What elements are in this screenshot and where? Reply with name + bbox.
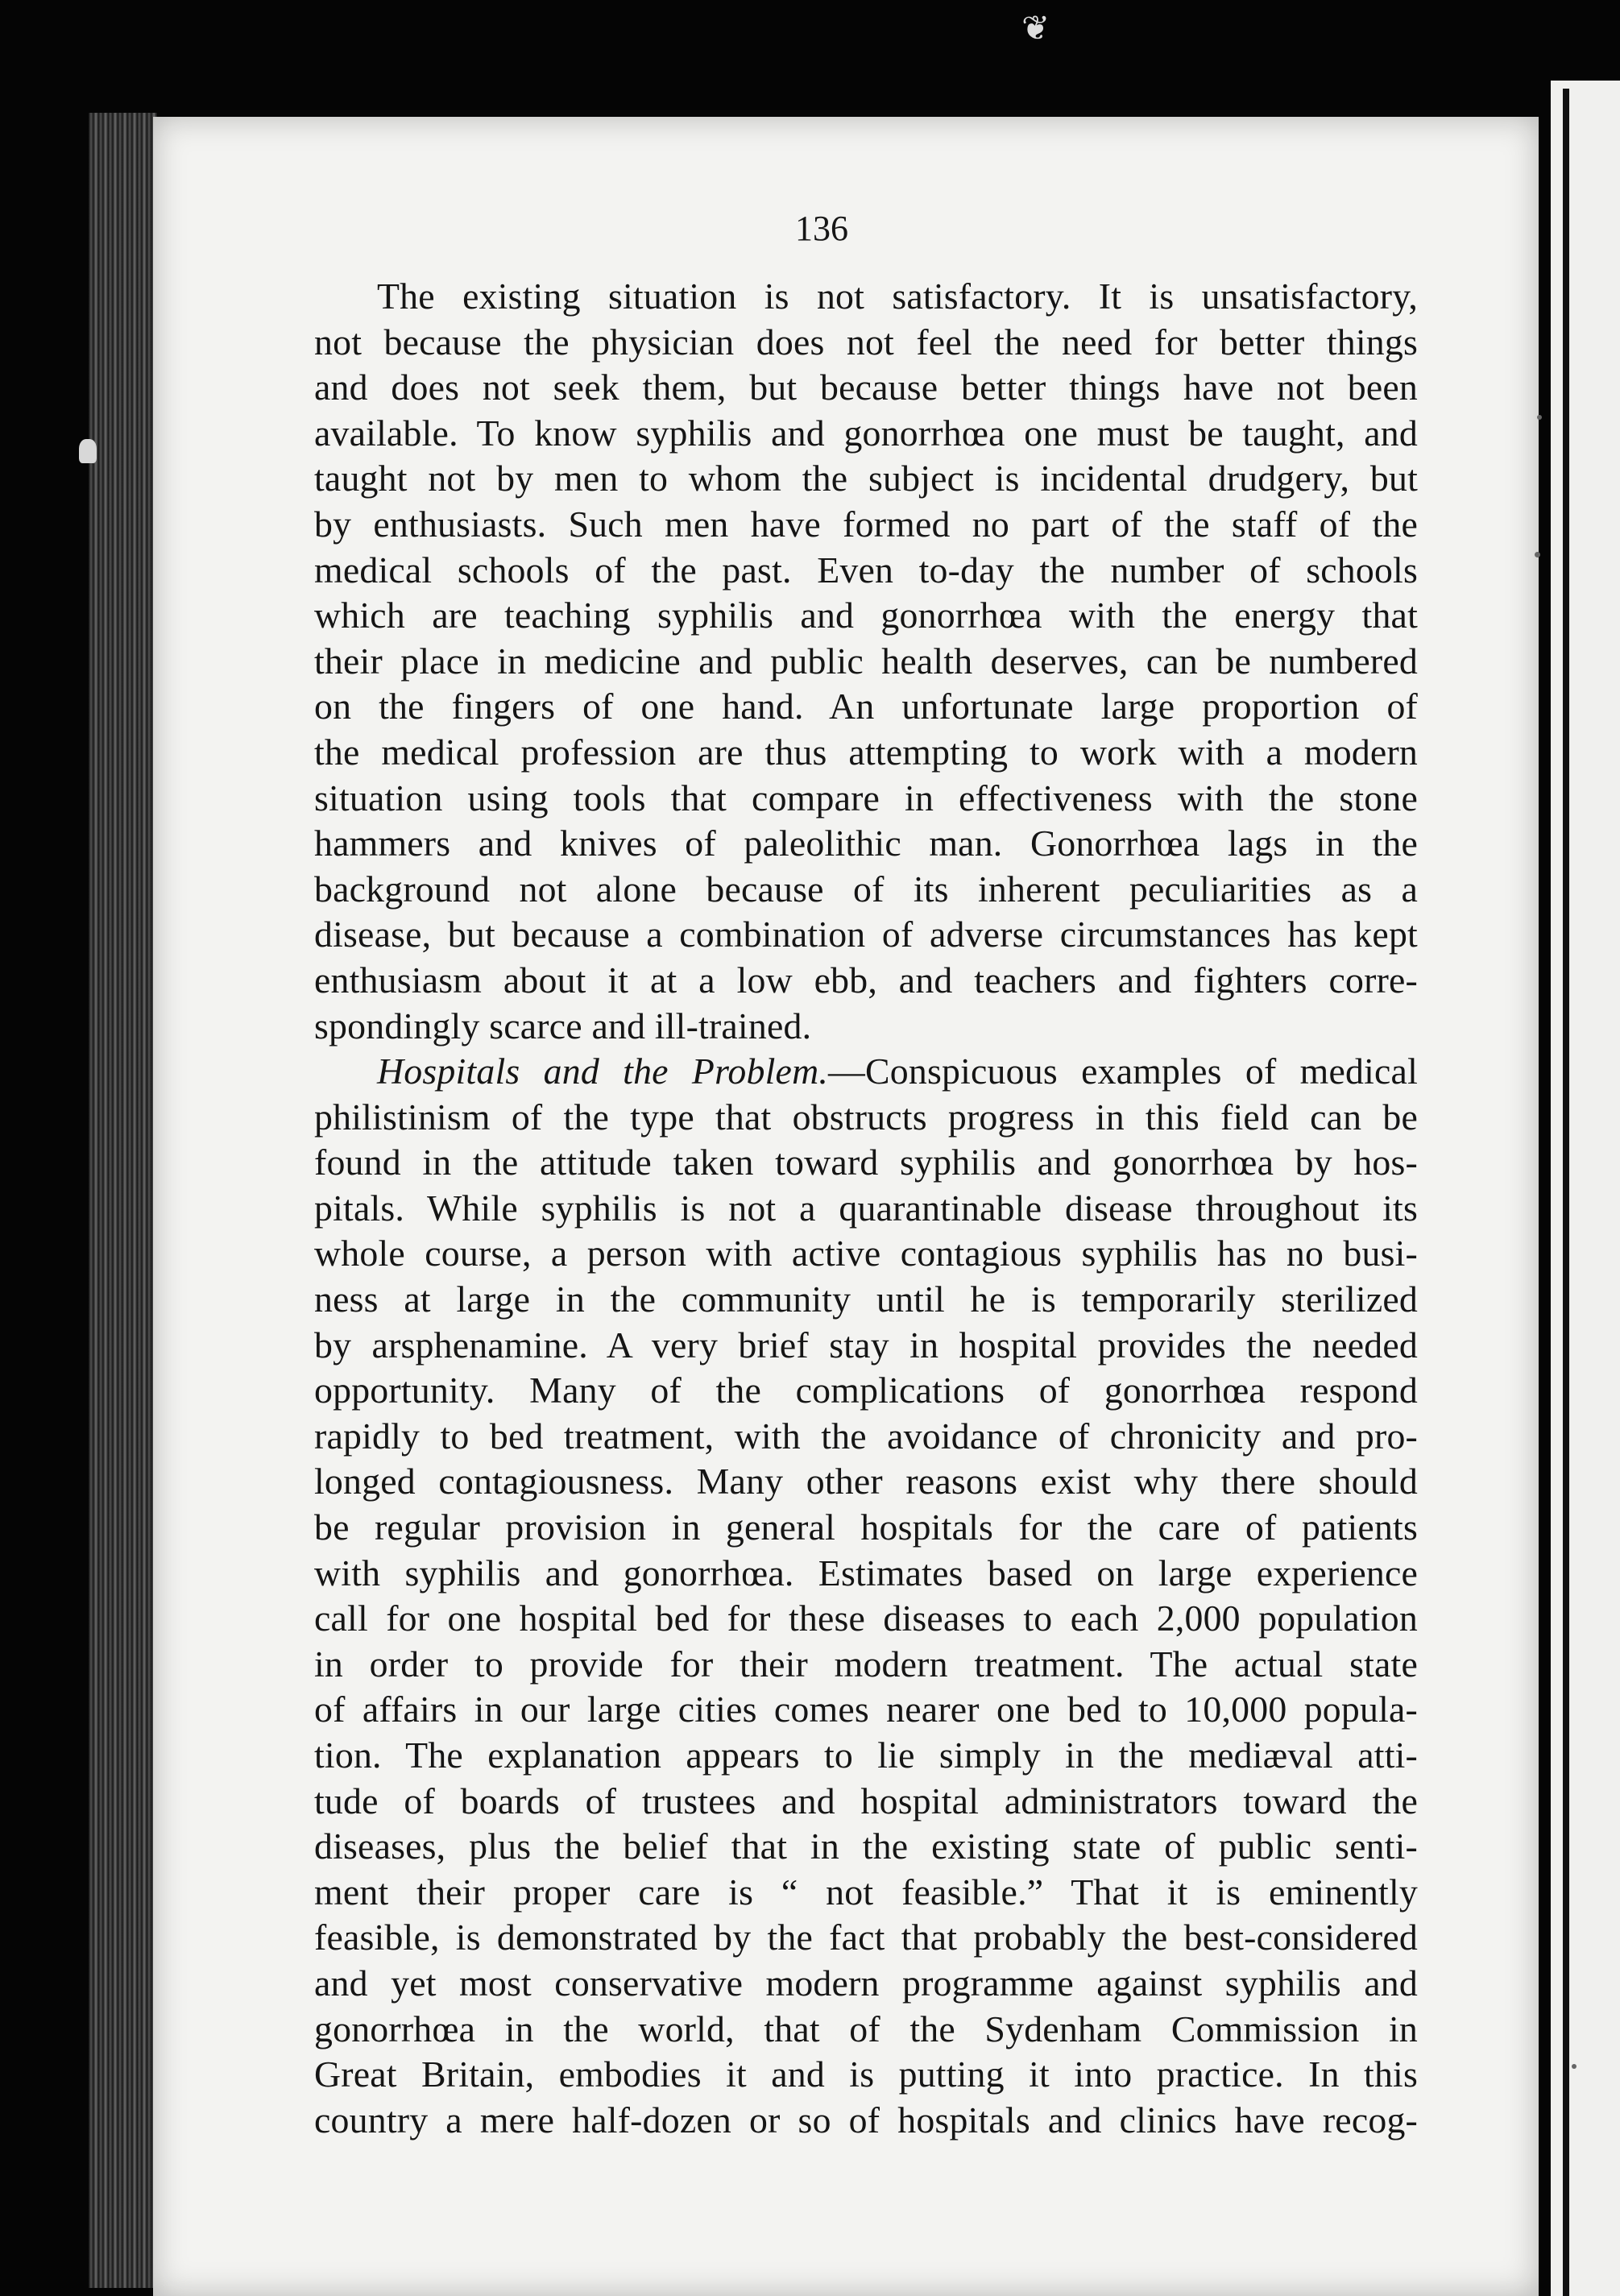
book-spine <box>89 113 157 2288</box>
text-line: country a mere half-dozen or so of hospitals and clinics have recog- <box>314 2099 1418 2141</box>
text-line: tude of boards of trustees and hospital administrators toward the <box>314 1780 1418 1821</box>
section-heading: Hospitals and the Problem. <box>377 1051 829 1092</box>
text-line: background not alone because of its inherent peculiarities as a <box>314 868 1418 910</box>
text-line: Great Britain, embodies it and is putting it into practice. In this <box>314 2054 1418 2095</box>
text-line: available. To know syphilis and gonorrhœa one must be taught, and <box>314 412 1418 454</box>
text-line: whole course, a person with active contagious syphilis has no busi- <box>314 1233 1418 1274</box>
dust-spot <box>1537 415 1542 420</box>
text-line: of affairs in our large cities comes nearer one bed to 10,000 popula- <box>314 1689 1418 1730</box>
text-line: on the fingers of one hand. An unfortunate large proportion of <box>314 686 1418 727</box>
text-line: medical schools of the past. Even to-day the number of schools <box>314 549 1418 591</box>
text-line: philistinism of the type that obstructs progress in this field can be <box>314 1096 1418 1138</box>
text-line: situation using tools that compare in effectiveness with the stone <box>314 777 1418 819</box>
text-line: their place in medicine and public health deserves, can be numbered <box>314 640 1418 682</box>
text-line: the medical profession are thus attempting to work with a modern <box>314 731 1418 773</box>
text-line: opportunity. Many of the complications of gonorrhœa respond <box>314 1370 1418 1411</box>
text-line: pitals. While syphilis is not a quarantinable disease throughout its <box>314 1187 1418 1229</box>
text-line: not because the physician does not feel the need for better things <box>314 321 1418 363</box>
text-line: spondingly scarce and ill-trained. <box>314 1005 812 1046</box>
dust-spot <box>1535 552 1540 557</box>
text-line: ness at large in the community until he is temporarily sterilized <box>314 1279 1418 1320</box>
text-line: tion. The explanation appears to lie simply in the mediæval atti- <box>314 1734 1418 1776</box>
text-line: with syphilis and gonorrhœa. Estimates based on large experience <box>314 1552 1418 1594</box>
text-line: longed contagiousness. Many other reasons exist why there should <box>314 1461 1418 1502</box>
text-line-part: —Conspicuous examples of medical <box>828 1051 1418 1092</box>
text-line: taught not by men to whom the subject is incidental drudgery, but <box>314 458 1418 499</box>
text-line: call for one hospital bed for these diseases to each 2,000 population <box>314 1598 1418 1639</box>
text-line: diseases, plus the belief that in the existing state of public senti- <box>314 1826 1418 1867</box>
text-line: ment their proper care is “ not feasible.” That it is eminently <box>314 1871 1418 1913</box>
text-line <box>314 1049 1418 1095</box>
text-line: in order to provide for their modern treatment. The actual state <box>314 1643 1418 1685</box>
scan-mark-icon: ❦ <box>1021 10 1050 48</box>
page-text <box>314 274 1418 2143</box>
text-line: hammers and knives of paleolithic man. Gonorrhœa lags in the <box>314 823 1418 864</box>
text-line: gonorrhœa in the world, that of the Sydenham Commission in <box>314 2008 1418 2049</box>
paragraph-1 <box>314 274 1418 1049</box>
dust-spot <box>1572 2064 1576 2069</box>
text-line: feasible, is demonstrated by the fact that probably the best-considered <box>314 1917 1418 1958</box>
facing-page-edge <box>1551 81 1620 2296</box>
text-line: and yet most conservative modern programme against syphilis and <box>314 1962 1418 2004</box>
text-line: found in the attitude taken toward syphilis and gonorrhœa by hos- <box>314 1142 1418 1183</box>
paragraph-2 <box>314 1049 1418 2143</box>
text-line: by arsphenamine. A very brief stay in hospital provides the needed <box>314 1324 1418 1366</box>
text-line: rapidly to bed treatment, with the avoidance of chronicity and pro- <box>314 1415 1418 1457</box>
page-number: 136 <box>795 209 848 248</box>
text-line: by enthusiasts. Such men have formed no part of the staff of the <box>314 503 1418 545</box>
page-mark-icon <box>79 439 97 463</box>
text-line: which are teaching syphilis and gonorrhœa with the energy that <box>314 595 1418 636</box>
text-line: The existing situation is not satisfactory. It is unsatisfactory, <box>377 276 1418 317</box>
page-gutter-line <box>1563 89 1569 2296</box>
text-line: and does not seek them, but because better things have not been <box>314 367 1418 408</box>
text-line: enthusiasm about it at a low ebb, and teachers and fighters corre- <box>314 959 1418 1001</box>
text-line: be regular provision in general hospitals for the care of patients <box>314 1506 1418 1548</box>
text-line: disease, but because a combination of adverse circumstances has kept <box>314 914 1418 955</box>
